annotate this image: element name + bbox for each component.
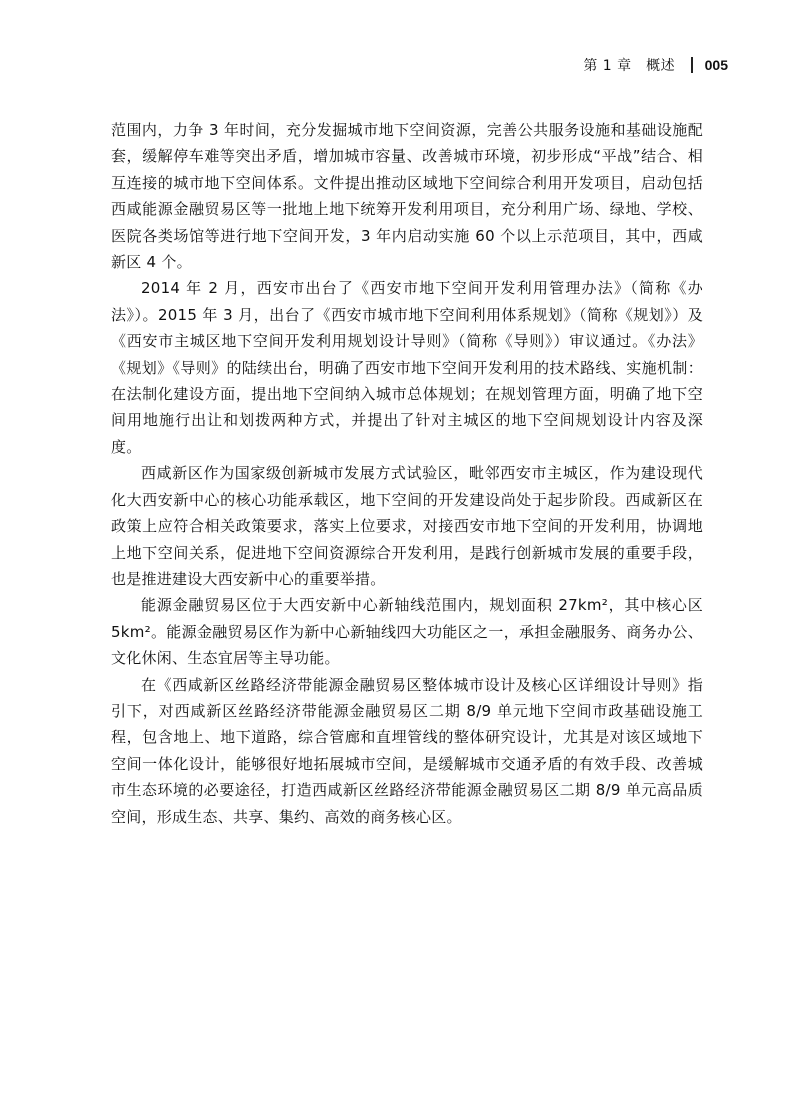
paragraph-continuation: 范围内，力争 3 年时间，充分发掘城市地下空间资源，完善公共服务设施和基础设施配套，缓解停车难等突出矛盾，增加城市容量、改善城市环境，初步形成“平战”结合、相互连接的城市地下空间体系。文件提出推动区域地下空间综合利用开发项目，启动包括西咸能源金融贸易区等一批地上地下统筹开发利用项目，充分利用广场、绿地、学校、医院各类场馆等进行地下空间开发，3 年内启动实施 60 个以上示范项目，其中，西咸新区 4 个。 [111,121,703,272]
chapter-title: 第 1 章 概述 [583,58,676,74]
paragraph-xixian-new-area: 西咸新区作为国家级创新城市发展方式试验区，毗邻西安市主城区，作为建设现代化大西安新中心的核心功能承载区，地下空间的开发建设尚处于起步阶段。西咸新区在政策上应符合相关政策要求，落实上位要求，对接西安市地下空间的开发利用，协调地上地下空间关系，促进地下空间资源综合开发利用，是践行创新城市发展的重要手段，也是推进建设大西安新中心的重要举措。 [111,464,703,588]
paragraph-design-guidance: 在《西咸新区丝路经济带能源金融贸易区整体城市设计及核心区详细设计导则》指引下，对西咸新区丝路经济带能源金融贸易区二期 8/9 单元地下空间市政基础设施工程，包含地上、地下道路，综合管廊和直埋管线的整体研究设计，尤其是对该区域地下空间一体化设计，能够很好地拓展城市空间，是缓解城市交通矛盾的有效手段、改善城市生态环境的必要途径，打造西咸新区丝路经济带能源金融贸易区二期 8/9 单元高品质空间，形成生态、共享、集约、高效的商务核心区。 [111,675,703,826]
paragraph-regulations: 2014 年 2 月，西安市出台了《西安市地下空间开发利用管理办法》（简称《办法》）。2015 年 3 月，出台了《西安市城市地下空间利用体系规划》（简称《规划》）及《西安市主城区地下空间开发利用规划设计导则》（简称《导则》）审议通过。《办法》《规划》《导则》的陆续出台，明确了西安市地下空间开发利用的技术路线、实施机制：在法制化建设方面，提出地下空间纳入城市总体规划；在规划管理方面，明确了地下空间用地施行出让和划拨两种方式，并提出了针对主城区的地下空间规划设计内容及深度。 [111,279,703,456]
running-header [583,55,728,75]
page-number: 005 [704,57,728,73]
header-divider [691,57,693,73]
body-text [111,117,703,830]
paragraph-energy-finance-zone: 能源金融贸易区位于大西安新中心新轴线范围内，规划面积 27km²，其中核心区 5km²。能源金融贸易区作为新中心新轴线四大功能区之一，承担金融服务、商务办公、文化休闲、生态宜居等主导功能。 [111,596,703,668]
